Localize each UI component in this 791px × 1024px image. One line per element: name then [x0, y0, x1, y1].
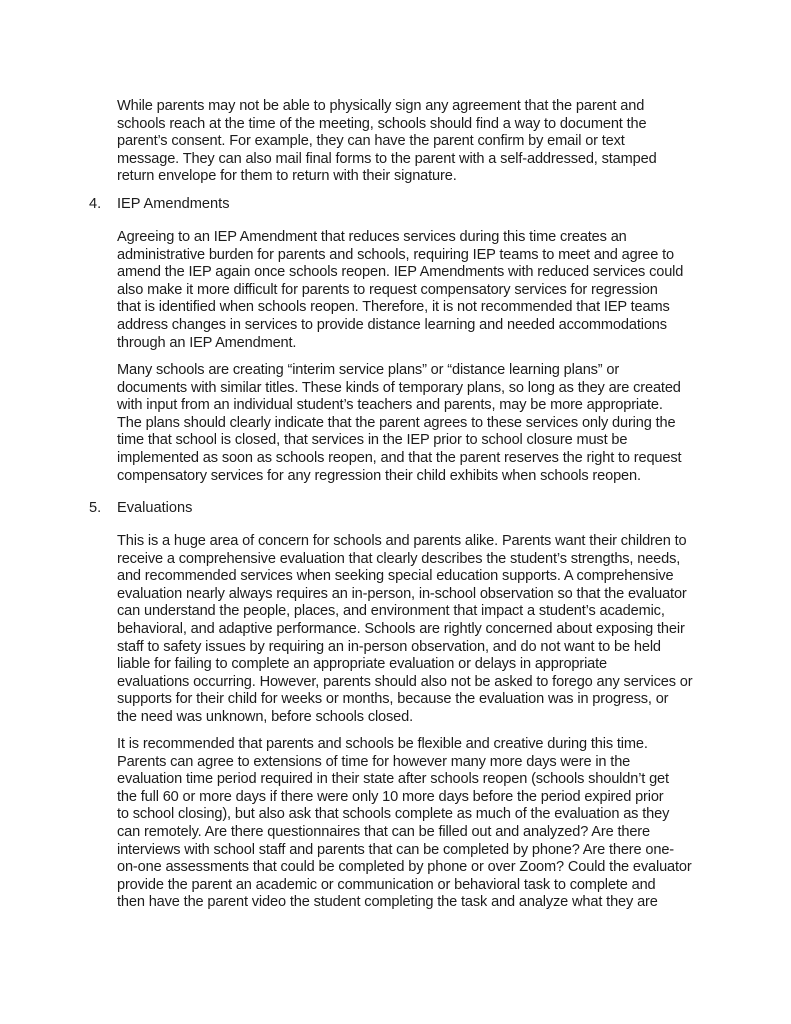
text-line: time that school is closed, that services in the IEP prior to school closure must be [117, 432, 628, 449]
text-line: evaluations occurring. However, parents should also not be asked to forego any services or [117, 673, 693, 690]
text-line: administrative burden for parents and schools, requiring IEP teams to meet and agree to [117, 246, 674, 263]
text-line: implemented as soon as schools reopen, and that the parent reserves the right to request [117, 449, 682, 466]
text-line: that is identified when schools reopen. Therefore, it is not recommended that IEP teams [117, 299, 670, 316]
section-number: 4. [89, 196, 102, 212]
text-line: can remotely. Are there questionnaires that can be filled out and analyzed? Are there [117, 823, 650, 840]
section-title: Evaluations [117, 500, 193, 516]
text-line: Many schools are creating “interim service plans” or “distance learning plans” or [117, 362, 620, 378]
text-line: also make it more difficult for parents to request compensatory services for regression [117, 281, 658, 298]
text-line: and recommended services when seeking special education supports. A comprehensive [117, 568, 674, 585]
text-line: with input from an individual student’s teachers and parents, may be more appropriate. [117, 397, 663, 414]
text-line: provide the parent an academic or communication or behavioral task to complete and [117, 876, 656, 893]
text-line: While parents may not be able to physically sign any agreement that the parent and [117, 98, 645, 114]
section-number: 5. [89, 500, 102, 516]
text-line: message. They can also mail final forms to the parent with a self-addressed, stamped [117, 150, 657, 167]
iep-amendments-paragraph-2 [117, 362, 717, 485]
text-line: evaluation time period required in their state after schools reopen (schools shouldn’t get [117, 771, 669, 788]
evaluations-paragraph-1 [117, 533, 717, 727]
text-line: behavioral, and adaptive performance. Schools are rightly concerned about exposing their [117, 620, 685, 637]
text-line: the need was unknown, before schools closed. [117, 708, 414, 725]
text-line: evaluation nearly always requires an in-person, in-school observation so that the evaluator [117, 585, 687, 602]
text-line: This is a huge area of concern for schools and parents alike. Parents want their children to [117, 533, 687, 549]
text-line: Parents can agree to extensions of time for however many more days were in the [117, 753, 631, 770]
text-line: The plans should clearly indicate that the parent agrees to these services only during the [117, 414, 676, 431]
text-line: then have the parent video the student completing the task and analyze what they are [117, 894, 658, 911]
text-line: Agreeing to an IEP Amendment that reduces services during this time creates an [117, 229, 627, 245]
text-line: compensatory services for any regression their child exhibits when schools reopen. [117, 467, 641, 484]
text-line: parent’s consent. For example, they can have the parent confirm by email or text [117, 133, 625, 150]
text-line: the full 60 or more days if there were only 10 more days before the period expired prior [117, 788, 664, 805]
consent-paragraph [117, 98, 717, 186]
section-title: IEP Amendments [117, 196, 230, 212]
text-line: can understand the people, places, and environment that impact a student’s academic, [117, 603, 665, 620]
text-line: schools reach at the time of the meeting, schools should find a way to document the [117, 115, 647, 132]
text-line: interviews with school staff and parents that can be completed by phone? Are there one- [117, 841, 674, 858]
text-line: receive a comprehensive evaluation that clearly describes the student’s strengths, needs, [117, 550, 681, 567]
text-line: It is recommended that parents and schools be flexible and creative during this time. [117, 736, 648, 752]
text-line: staff to safety issues by requiring an in-person observation, and do not want to be held [117, 638, 661, 655]
text-line: return envelope for them to return with their signature. [117, 168, 457, 185]
section-heading-iep-amendments [89, 196, 230, 214]
text-line: to school closing), but also ask that schools complete as much of the evaluation as they [117, 806, 670, 823]
text-line: amend the IEP again once schools reopen. IEP Amendments with reduced services could [117, 264, 684, 281]
text-line: documents with similar titles. These kinds of temporary plans, so long as they are created [117, 379, 681, 396]
iep-amendments-paragraph-1 [117, 229, 717, 352]
text-line: supports for their child for weeks or months, because the evaluation was in progress, or [117, 691, 669, 708]
text-line: liable for failing to complete an appropriate evaluation or delays in appropriate [117, 656, 608, 673]
evaluations-paragraph-2 [117, 736, 717, 912]
section-heading-evaluations [89, 500, 192, 518]
text-line: address changes in services to provide distance learning and needed accommodations [117, 316, 667, 333]
text-line: on-one assessments that could be completed by phone or over Zoom? Could the evaluator [117, 859, 692, 876]
text-line: through an IEP Amendment. [117, 334, 297, 351]
